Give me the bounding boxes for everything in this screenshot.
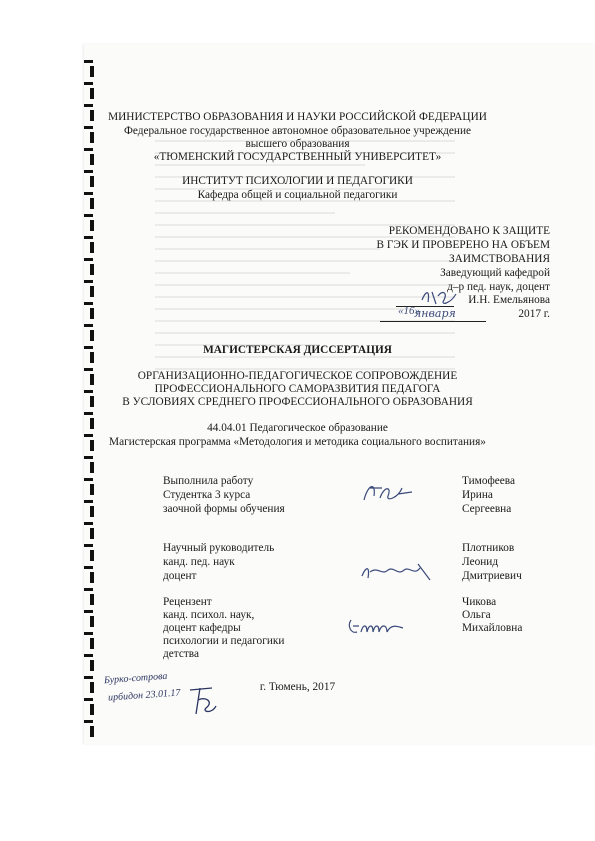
- binding-bar: [90, 308, 94, 319]
- binding-bar: [90, 572, 94, 583]
- binding-bar: [90, 528, 94, 539]
- date-line: [380, 321, 486, 322]
- binding-bar: [90, 704, 94, 715]
- thesis-title-line-2: ПРОФЕССИОНАЛЬНОГО САМОРАЗВИТИЯ ПЕДАГОГА: [154, 383, 441, 395]
- supervisor-first-name: Леонид: [462, 556, 499, 568]
- binding-bar: [90, 484, 94, 495]
- reviewer-first-name: Ольга: [462, 609, 491, 621]
- thesis-title-line-1: ОРГАНИЗАЦИОННО-ПЕДАГОГИЧЕСКОЕ СОПРОВОЖДЕНИЕ: [137, 370, 458, 382]
- approval-year: 2017 г.: [518, 308, 550, 320]
- student-course: Студентка 3 курса: [163, 489, 251, 501]
- agency-line-2: высшего образования: [245, 138, 350, 150]
- binding-bar: [90, 616, 94, 627]
- binding-bar: [90, 88, 94, 99]
- reviewer-role: Рецензент: [163, 596, 212, 608]
- supervisor-patronymic: Дмитриевич: [462, 570, 522, 582]
- binding-tick: [84, 324, 93, 327]
- supervisor-role: Научный руководитель: [163, 542, 275, 554]
- binding-tick: [84, 258, 93, 261]
- city-year: г. Тюмень, 2017: [259, 681, 336, 693]
- handwritten-note-line-2: ирбидон 23.01.17: [107, 687, 181, 704]
- reviewer-chair: психологии и педагогики: [163, 635, 285, 647]
- thesis-type: МАГИСТЕРСКАЯ ДИССЕРТАЦИЯ: [203, 344, 392, 356]
- approval-line-2: В ГЭК И ПРОВЕРЕНО НА ОБЪЕМ: [376, 239, 550, 251]
- agency-line-1: Федеральное государственное автономное образовательное учреждение: [123, 125, 472, 137]
- binding-bar: [90, 462, 94, 473]
- handwritten-date: января: [414, 307, 456, 320]
- binding-tick: [84, 654, 93, 657]
- binding-bar: [90, 66, 94, 77]
- binding-tick: [84, 544, 93, 547]
- binding-tick: [84, 104, 93, 107]
- master-program: Магистерская программа «Методология и методика социального воспитания»: [109, 436, 486, 448]
- binding-tick: [84, 632, 93, 635]
- student-surname: Тимофеева: [462, 475, 516, 487]
- binding-tick: [84, 698, 93, 701]
- handwritten-note-line-1: Бурко-сотрова: [103, 670, 168, 687]
- approval-line-1: РЕКОМЕНДОВАНО К ЗАЩИТЕ: [388, 225, 550, 237]
- binding-tick: [84, 522, 93, 525]
- binding-bar: [90, 726, 94, 737]
- binding-tick: [84, 478, 93, 481]
- binding-tick: [84, 236, 93, 239]
- student-role: Выполнила работу: [163, 475, 254, 487]
- supervisor-signature: [358, 558, 436, 586]
- binding-bar: [90, 638, 94, 649]
- university-name: «ТЮМЕНСКИЙ ГОСУДАРСТВЕННЫЙ УНИВЕРСИТЕТ»: [153, 151, 442, 163]
- binding-bar: [90, 242, 94, 253]
- binding-tick: [84, 610, 93, 613]
- student-patronymic: Сергеевна: [462, 503, 512, 515]
- handwritten-day: «16»: [398, 305, 420, 317]
- binding-tick: [84, 60, 93, 63]
- binding-tick: [84, 170, 93, 173]
- binding-tick: [84, 676, 93, 679]
- binding-tick: [84, 82, 93, 85]
- supervisor-surname: Плотников: [462, 542, 515, 554]
- department-name: Кафедра общей и социальной педагогики: [197, 189, 398, 201]
- reviewer-chair-cont: детства: [163, 648, 199, 660]
- supervisor-title: доцент: [163, 570, 197, 582]
- binding-bar: [90, 330, 94, 341]
- binding-tick: [84, 214, 93, 217]
- binding-tick: [84, 720, 93, 723]
- reviewer-signature: [345, 612, 417, 640]
- reviewer-surname: Чикова: [462, 596, 497, 608]
- thesis-title-line-3: В УСЛОВИЯХ СРЕДНЕГО ПРОФЕССИОНАЛЬНОГО ОБРАЗОВАНИЯ: [122, 396, 473, 408]
- specialty-code: 44.04.01 Педагогическое образование: [207, 422, 388, 434]
- binding-bar: [90, 660, 94, 671]
- binding-tick: [84, 566, 93, 569]
- binding-tick: [84, 456, 93, 459]
- student-form: заочной формы обучения: [163, 503, 285, 515]
- head-signature: [418, 286, 462, 308]
- head-of-department-title: Заведующий кафедрой: [440, 267, 550, 279]
- binding-tick: [84, 302, 93, 305]
- student-signature: [358, 478, 418, 508]
- institute-name: ИНСТИТУТ ПСИХОЛОГИИ И ПЕДАГОГИКИ: [182, 175, 413, 187]
- binding-tick: [84, 500, 93, 503]
- binding-tick: [84, 588, 93, 591]
- approval-line-3: ЗАИМСТВОВАНИЯ: [449, 253, 550, 265]
- reviewer-degree: канд. психол. наук,: [163, 609, 255, 621]
- binding-bar: [90, 550, 94, 561]
- reviewer-title: доцент кафедры: [163, 622, 241, 634]
- ministry-heading: МИНИСТЕРСТВО ОБРАЗОВАНИЯ И НАУКИ РОССИЙСКОЙ ФЕДЕРАЦИИ: [108, 111, 487, 123]
- binding-tick: [84, 412, 93, 415]
- binding-bar: [90, 264, 94, 275]
- student-first-name: Ирина: [462, 489, 493, 501]
- binding-tick: [84, 280, 93, 283]
- binding-bar: [90, 220, 94, 231]
- handwritten-note-signature: [186, 684, 220, 718]
- binding-bar: [90, 594, 94, 605]
- supervisor-degree: канд. пед. наук: [163, 556, 235, 568]
- reviewer-patronymic: Михайловна: [462, 622, 523, 634]
- head-degree: д–р пед. наук, доцент: [447, 281, 550, 293]
- binding-bar: [90, 286, 94, 297]
- binding-bar: [90, 506, 94, 517]
- head-name: И.Н. Емельянова: [468, 294, 550, 306]
